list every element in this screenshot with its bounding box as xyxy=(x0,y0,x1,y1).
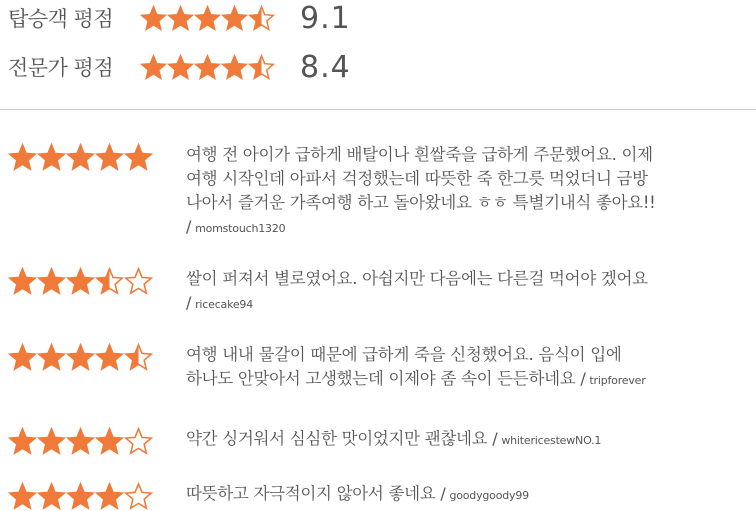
star-full-icon xyxy=(194,54,221,81)
star-half-icon xyxy=(95,267,124,296)
review-stars xyxy=(8,482,153,511)
star-full-icon xyxy=(167,5,194,32)
star-full-icon xyxy=(66,427,95,456)
expert-rating xyxy=(0,49,351,85)
review-text xyxy=(186,482,752,508)
star-full-icon xyxy=(8,143,37,172)
star-full-icon xyxy=(8,427,37,456)
expert-rating-label: 전문가 평점 xyxy=(8,56,114,80)
star-full-icon xyxy=(66,143,95,172)
review-author: momstouch1320 xyxy=(195,222,286,235)
author-separator: / xyxy=(492,429,498,448)
star-full-icon xyxy=(95,143,124,172)
review-text xyxy=(186,427,752,453)
star-full-icon xyxy=(66,343,95,372)
star-full-icon xyxy=(140,54,167,81)
review-line-text: 따뜻하고 자극적이지 않아서 좋네요 xyxy=(186,484,441,503)
star-full-icon xyxy=(37,482,66,511)
review-stars xyxy=(8,427,153,456)
star-full-icon xyxy=(66,267,95,296)
review-text xyxy=(186,267,752,317)
review-author: whitericestewNO.1 xyxy=(501,434,602,447)
star-full-icon xyxy=(124,143,153,172)
star-full-icon xyxy=(37,427,66,456)
star-full-icon xyxy=(8,343,37,372)
star-full-icon xyxy=(95,427,124,456)
star-full-icon xyxy=(37,267,66,296)
passenger-rating-label: 탑승객 평점 xyxy=(8,7,114,31)
review-line xyxy=(186,482,752,508)
star-full-icon xyxy=(221,5,248,32)
author-separator: / xyxy=(186,293,192,312)
star-half-icon xyxy=(248,5,275,32)
star-full-icon xyxy=(221,54,248,81)
review-line xyxy=(186,427,752,453)
star-full-icon xyxy=(95,343,124,372)
star-half-icon xyxy=(124,343,153,372)
review-text xyxy=(186,343,752,393)
review-line-text: 하나도 안맞아서 고생했는데 이제야 좀 속이 든든하네요 xyxy=(186,369,576,388)
star-full-icon xyxy=(37,143,66,172)
star-full-icon xyxy=(8,482,37,511)
review-line: 나아서 즐거운 가족여행 하고 돌아왔네요 ㅎㅎ 특별기내식 좋아요!! xyxy=(186,193,656,212)
star-empty-icon xyxy=(124,427,153,456)
review-line-text: 약간 싱거워서 심심한 맛이었지만 괜찮네요 xyxy=(186,429,488,448)
star-half-icon xyxy=(248,54,275,81)
passenger-rating-score: 9.1 xyxy=(300,0,351,36)
review-author: tripforever xyxy=(589,374,646,387)
star-full-icon xyxy=(194,5,221,32)
author-separator: / xyxy=(440,484,446,503)
star-empty-icon xyxy=(124,267,153,296)
divider xyxy=(0,109,756,110)
review-stars xyxy=(8,343,153,372)
passenger-rating-stars xyxy=(140,5,290,32)
review-text xyxy=(186,143,752,241)
review-author-line xyxy=(186,291,752,317)
star-full-icon xyxy=(95,482,124,511)
review-author: ricecake94 xyxy=(195,298,254,311)
review-line: 여행 시작인데 아파서 걱정했는데 따뜻한 죽 한그릇 먹었더니 금방 xyxy=(186,169,648,188)
passenger-rating xyxy=(0,0,351,36)
expert-rating-score: 8.4 xyxy=(300,49,351,85)
star-empty-icon xyxy=(124,482,153,511)
author-separator: / xyxy=(580,369,586,388)
author-separator: / xyxy=(186,217,192,236)
star-full-icon xyxy=(167,54,194,81)
review-stars xyxy=(8,267,153,296)
review-author-line xyxy=(186,215,752,241)
review-stars xyxy=(8,143,153,172)
review-line: 여행 내내 물갈이 때문에 급하게 죽을 신청했어요. 음식이 입에 xyxy=(186,345,622,364)
review-author: goodygoody99 xyxy=(449,489,529,502)
review-line: 쌀이 퍼져서 별로였어요. 아쉽지만 다음에는 다른걸 먹어야 겠어요 xyxy=(186,269,648,288)
expert-rating-stars xyxy=(140,54,290,81)
star-full-icon xyxy=(66,482,95,511)
star-full-icon xyxy=(37,343,66,372)
star-full-icon xyxy=(8,267,37,296)
review-line: 여행 전 아이가 급하게 배탈이나 흰쌀죽을 급하게 주문했어요. 이제 xyxy=(186,145,653,164)
review-line xyxy=(186,367,752,393)
star-full-icon xyxy=(140,5,167,32)
